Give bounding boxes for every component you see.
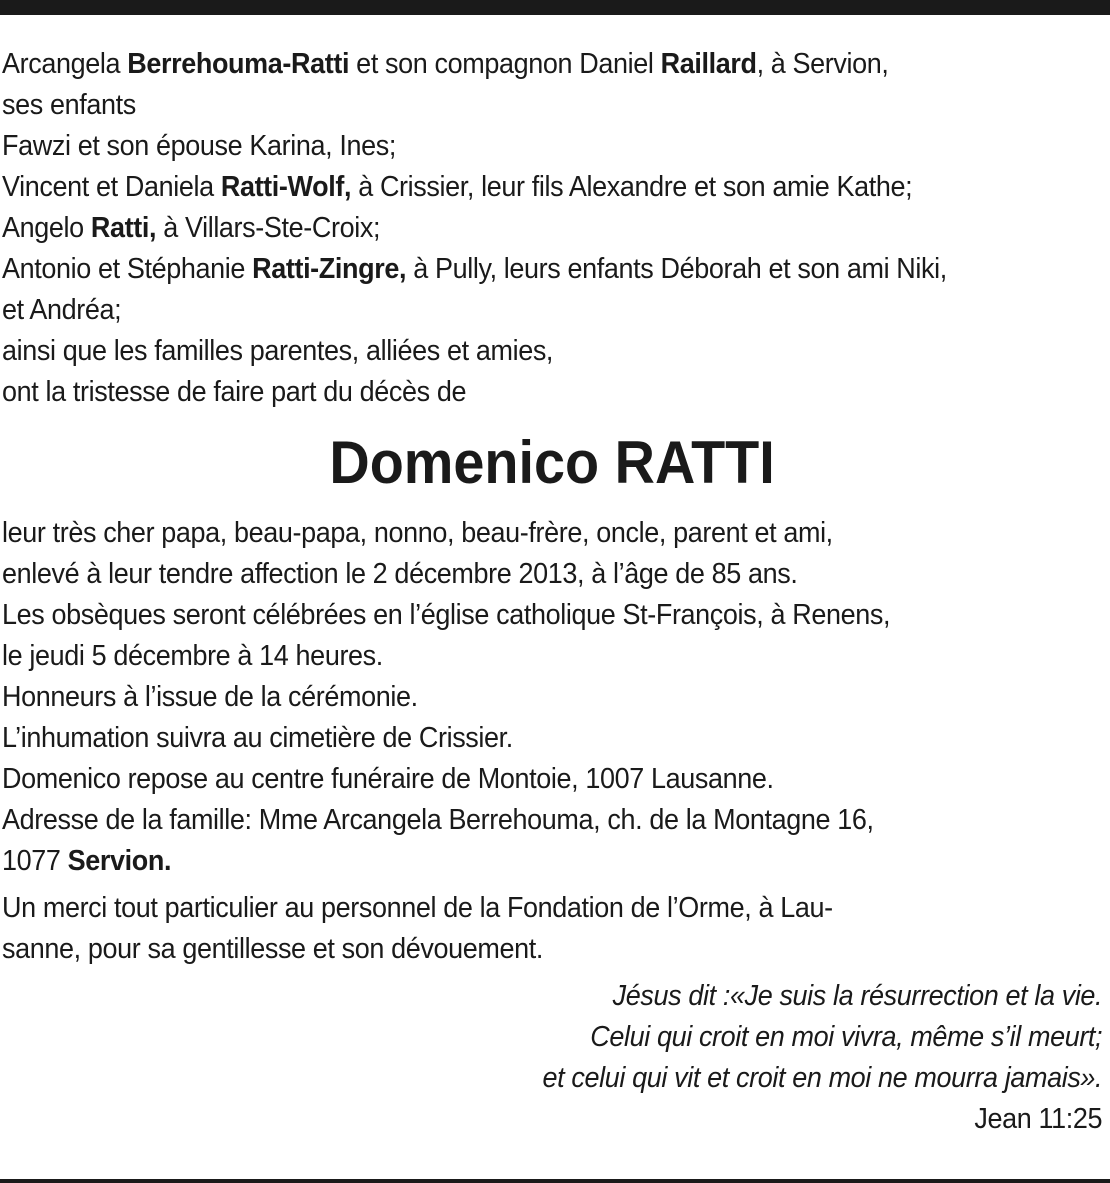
family-line — [2, 44, 1102, 85]
obituary-body — [2, 513, 1102, 882]
text-segment: 1077 — [2, 845, 68, 877]
surname-bold: Ratti-Wolf, — [220, 171, 352, 203]
body-line: leur très cher papa, beau-papa, nonno, beau-frère, oncle, parent et ami, — [2, 517, 833, 549]
body-line: le jeudi 5 décembre à 14 heures. — [2, 640, 383, 672]
family-line: ses enfants — [2, 89, 136, 121]
text-segment: à Villars-Ste-Croix; — [156, 212, 381, 244]
family-line: ainsi que les familles parentes, alliées et amies, — [2, 335, 554, 367]
quote-line: Celui qui croit en moi vivra, même s’il meurt; — [590, 1021, 1103, 1053]
text-segment: Angelo — [2, 212, 91, 244]
surname-bold: Ratti-Zingre, — [252, 253, 407, 285]
family-line: ont la tristesse de faire part du décès de — [2, 376, 467, 408]
family-line — [2, 208, 1102, 249]
body-line — [2, 841, 1102, 882]
deceased-name: Domenico RATTI — [329, 429, 775, 496]
thanks-line: Un merci tout particulier au personnel de la Fondation de l’Orme, à Lau- — [2, 892, 833, 924]
body-line: enlevé à leur tendre affection le 2 décembre 2013, à l’âge de 85 ans. — [2, 558, 798, 590]
text-segment: à Pully, leurs enfants Déborah et son ami Niki, — [406, 253, 947, 285]
town-bold: Servion. — [67, 845, 172, 877]
surname-bold: Ratti, — [90, 212, 157, 244]
body-line: Adresse de la famille: Mme Arcangela Berrehouma, ch. de la Montagne 16, — [2, 804, 874, 836]
body-line: L’inhumation suivra au cimetière de Crissier. — [2, 722, 513, 754]
text-segment: Arcangela — [2, 48, 128, 80]
text-segment: , à Servion, — [756, 48, 889, 80]
quote-line: Jésus dit :«Je suis la résurrection et la vie. — [612, 980, 1103, 1012]
family-line — [2, 249, 1102, 290]
text-segment: Antonio et Stéphanie — [2, 253, 253, 285]
text-segment: Vincent et Daniela — [2, 171, 221, 203]
quote-line: et celui qui vit et croit en moi ne mourra jamais». — [542, 1062, 1103, 1094]
family-line: Fawzi et son épouse Karina, Ines; — [2, 130, 397, 162]
quote-citation: Jean 11:25 — [974, 1103, 1103, 1135]
surname-bold: Berrehouma-Ratti — [127, 48, 350, 80]
body-line: Les obsèques seront célébrées en l’église catholique St-François, à Renens, — [2, 599, 891, 631]
bible-quote — [2, 976, 1102, 1140]
text-segment: et son compagnon Daniel — [349, 48, 661, 80]
family-line — [2, 167, 1102, 208]
surname-bold: Raillard — [660, 48, 757, 80]
body-line: Honneurs à l’issue de la cérémonie. — [2, 681, 418, 713]
bottom-rule — [0, 1179, 1110, 1183]
family-line: et Andréa; — [2, 294, 122, 326]
family-announcement — [2, 44, 1102, 413]
text-segment: à Crissier, leur fils Alexandre et son amie Kathe; — [351, 171, 913, 203]
obituary-notice — [2, 44, 1102, 1140]
body-line: Domenico repose au centre funéraire de Montoie, 1007 Lausanne. — [2, 763, 774, 795]
thanks-line: sanne, pour sa gentillesse et son dévouement. — [2, 933, 544, 965]
top-rule — [0, 0, 1110, 15]
thanks-paragraph — [2, 888, 1102, 970]
